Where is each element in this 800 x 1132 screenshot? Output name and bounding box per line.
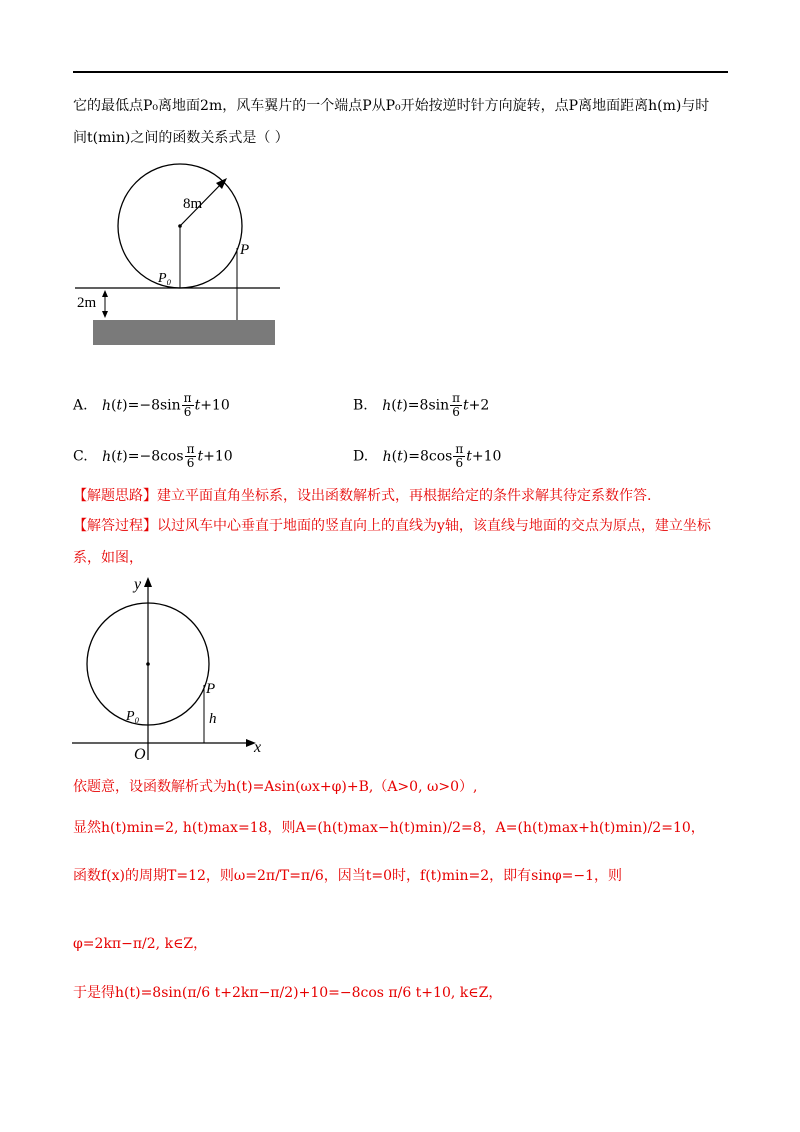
option-c: C. h(t)=−8cos $\frac{\pi}{6}$ t+10 xyxy=(73,442,233,470)
windmill-figure xyxy=(75,160,295,355)
point-p-label: P xyxy=(240,242,250,258)
solution-step-5: 于是得h(t)=8sin(π/6 t+2kπ−π/2)+10=−8cos π/6 t+10, k∈Z， xyxy=(73,985,503,1001)
question-line-1: 它的最低点P₀离地面2m，风车翼片的一个端点P从P₀开始按逆时针方向旋转，点P离地面距离h(m)与时 xyxy=(73,98,710,114)
option-d-letter: D. xyxy=(353,448,369,465)
coordinate-figure xyxy=(68,575,278,765)
solution-idea: 【解题思路】建立平面直角坐标系，设出函数解析式，再根据给定的条件求解其待定系数作答. xyxy=(73,488,652,504)
point-p-label-2: P xyxy=(206,681,216,697)
origin-label: O xyxy=(134,746,146,763)
option-b-letter: B. xyxy=(353,397,368,414)
option-b: B. h(t)=8sin $\frac{\pi}{6}$ t+2 xyxy=(353,391,490,419)
option-a-letter: A. xyxy=(73,397,88,414)
solution-process-line-1: 【解答过程】以过风车中心垂直于地面的竖直向上的直线为y轴，该直线与地面的交点为原点，建立坐标 xyxy=(73,518,711,534)
radius-label: 8m xyxy=(183,196,203,212)
point-p0-label: P₀ xyxy=(158,271,172,286)
solution-process-line-2: 系，如图， xyxy=(73,550,143,566)
solution-step-4: φ=2kπ−π/2, k∈Z， xyxy=(73,936,208,952)
height-label: 2m xyxy=(77,295,97,311)
solution-step-2: 显然h(t)min=2, h(t)max=18，则A=(h(t)max−h(t)min)/2=8，A=(h(t)max+h(t)min)/2=10， xyxy=(73,820,705,836)
point-p0-label-2: P₀ xyxy=(126,709,140,724)
question-line-2: 间t(min)之间的函数关系式是（ ） xyxy=(73,130,289,146)
h-label: h xyxy=(209,711,217,727)
option-a: A. h(t)=−8sin $\frac{\pi}{6}$ t+10 xyxy=(73,391,230,419)
option-d: D. h(t)=8cos $\frac{\pi}{6}$ t+10 xyxy=(353,442,502,470)
y-axis-label: y xyxy=(134,576,142,593)
x-axis-label: x xyxy=(254,739,262,756)
solution-step-1: 依题意，设函数解析式为h(t)=Asin(ωx+φ)+B,（A>0, ω>0）, xyxy=(73,779,478,795)
header-rule xyxy=(73,71,728,73)
option-c-letter: C. xyxy=(73,448,88,465)
solution-step-3: 函数f(x)的周期T=12，则ω=2π/T=π/6，因当t=0时，f(t)min=2，即有sinφ=−1，则 xyxy=(73,868,622,884)
